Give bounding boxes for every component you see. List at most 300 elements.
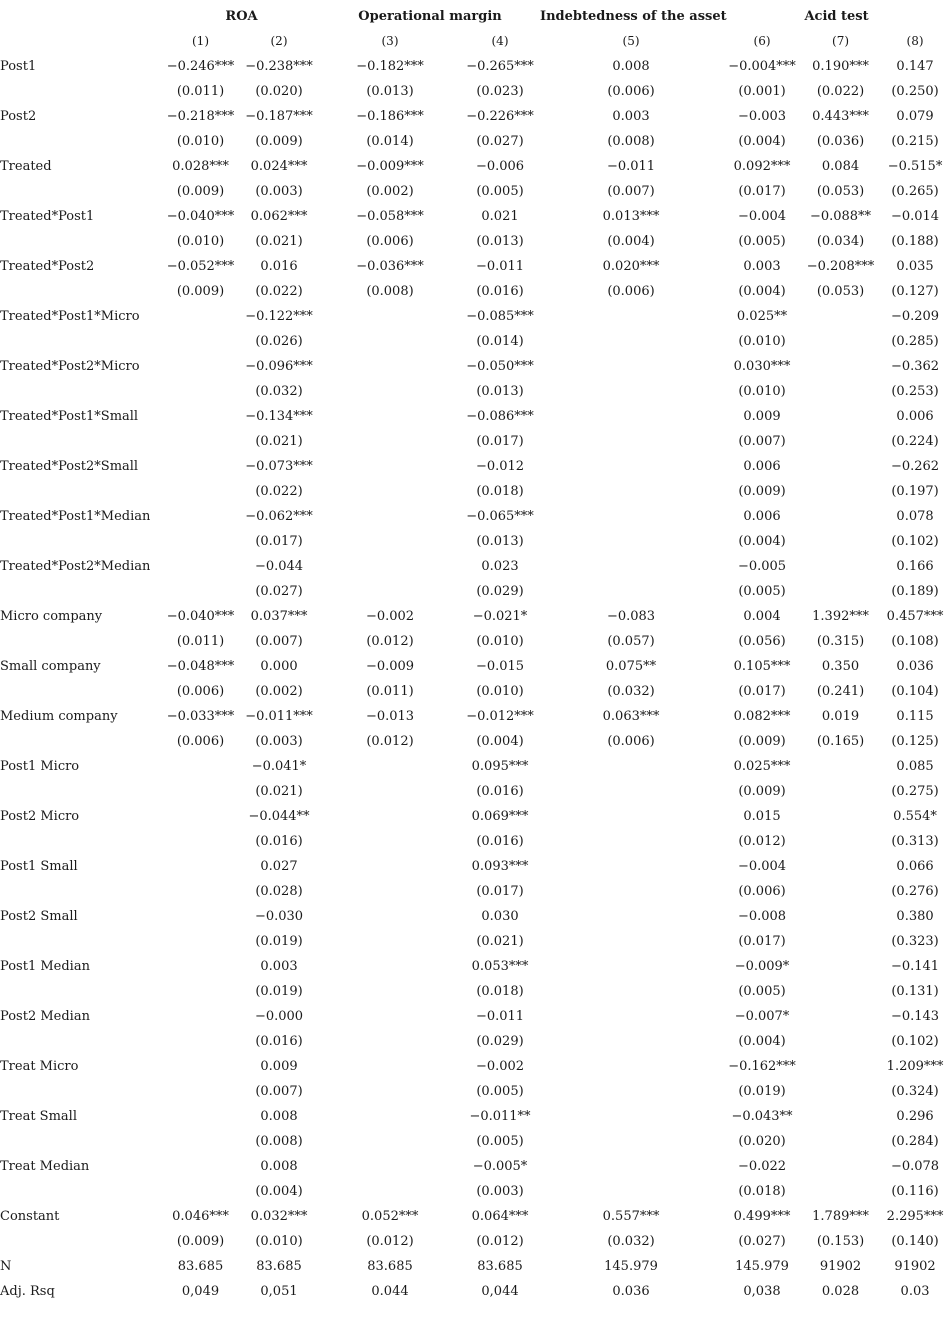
stub-cell bbox=[0, 479, 163, 504]
coefficient-row bbox=[0, 304, 951, 329]
standard-error-row bbox=[0, 129, 951, 154]
standard-error-cell bbox=[320, 879, 460, 904]
column-number: (6) bbox=[753, 34, 771, 48]
standard-error-cell: (0.010) bbox=[255, 1234, 303, 1249]
coefficient-cell: −0.013 bbox=[365, 709, 415, 724]
coefficient-cell bbox=[540, 804, 722, 829]
coefficient-cell bbox=[802, 1104, 879, 1129]
statistic-value: 0.036 bbox=[612, 1284, 650, 1299]
coefficient-cell bbox=[320, 504, 460, 529]
coefficient-cell: 0.006 bbox=[896, 409, 934, 424]
standard-error-cell: (0.004) bbox=[255, 1184, 303, 1199]
table-header bbox=[0, 4, 951, 29]
standard-error-cell bbox=[802, 779, 879, 804]
standard-error-cell: (0.036) bbox=[816, 134, 865, 149]
coefficient-cell bbox=[320, 754, 460, 779]
standard-error-cell: (0.010) bbox=[476, 684, 524, 699]
coefficient-row bbox=[0, 654, 951, 679]
standard-error-cell: (0.253) bbox=[891, 384, 939, 399]
standard-error-cell bbox=[320, 779, 460, 804]
coefficient-cell: 0.296 bbox=[896, 1109, 934, 1124]
coefficient-cell bbox=[802, 1054, 879, 1079]
coefficient-cell bbox=[320, 454, 460, 479]
standard-error-cell bbox=[320, 1129, 460, 1154]
standard-error-cell bbox=[163, 379, 238, 404]
standard-error-cell: (0.017) bbox=[738, 184, 786, 199]
coefficient-cell: −0.362 bbox=[890, 359, 940, 374]
standard-error-cell: (0.021) bbox=[255, 434, 303, 449]
standard-error-cell: (0.013) bbox=[476, 534, 524, 549]
standard-error-cell: (0.018) bbox=[476, 984, 524, 999]
coefficient-cell: 0.079 bbox=[896, 109, 934, 124]
coefficient-cell bbox=[163, 404, 238, 429]
coefficient-cell: 0.064*** bbox=[471, 1209, 529, 1224]
standard-error-cell: (0.313) bbox=[891, 834, 939, 849]
coefficient-row bbox=[0, 704, 951, 729]
coefficient-cell: −0.218*** bbox=[166, 109, 235, 124]
coefficient-cell bbox=[540, 354, 722, 379]
stub-cell bbox=[0, 1079, 163, 1104]
coefficient-row bbox=[0, 504, 951, 529]
standard-error-cell bbox=[540, 329, 722, 354]
standard-error-cell: (0.153) bbox=[816, 1234, 865, 1249]
coefficient-cell bbox=[163, 454, 238, 479]
row-label: Post1 bbox=[0, 59, 37, 74]
stub-cell bbox=[0, 929, 163, 954]
standard-error-cell: (0.005) bbox=[738, 234, 786, 249]
standard-error-row bbox=[0, 79, 951, 104]
standard-error-cell: (0.009) bbox=[255, 134, 303, 149]
standard-error-cell bbox=[540, 579, 722, 604]
coefficient-cell: 0.443*** bbox=[812, 109, 869, 124]
standard-error-cell bbox=[802, 329, 879, 354]
column-number: (7) bbox=[832, 34, 850, 48]
standard-error-cell: (0.004) bbox=[738, 534, 786, 549]
standard-error-cell: (0.029) bbox=[476, 1034, 524, 1049]
stub-cell bbox=[0, 329, 163, 354]
standard-error-cell: (0.127) bbox=[891, 284, 939, 299]
standard-error-cell: (0.006) bbox=[366, 234, 414, 249]
standard-error-cell: (0.057) bbox=[607, 634, 655, 649]
standard-error-cell bbox=[163, 579, 238, 604]
coefficient-cell: 2.295*** bbox=[886, 1209, 944, 1224]
standard-error-cell bbox=[163, 979, 238, 1004]
stub-cell bbox=[0, 29, 163, 54]
standard-error-cell: (0.016) bbox=[476, 834, 524, 849]
coefficient-cell bbox=[802, 954, 879, 979]
row-label: Constant bbox=[0, 1209, 60, 1224]
standard-error-cell: (0.250) bbox=[891, 84, 939, 99]
stub-cell bbox=[0, 679, 163, 704]
coefficient-row bbox=[0, 354, 951, 379]
coefficient-cell: −0.005 bbox=[737, 559, 787, 574]
coefficient-cell bbox=[163, 1004, 238, 1029]
standard-error-row bbox=[0, 529, 951, 554]
standard-error-cell: (0.028) bbox=[255, 884, 303, 899]
standard-error-cell: (0.003) bbox=[476, 1184, 524, 1199]
standard-error-cell bbox=[320, 1079, 460, 1104]
standard-error-cell bbox=[163, 929, 238, 954]
statistic-value: 83.685 bbox=[177, 1259, 224, 1274]
coefficient-row bbox=[0, 954, 951, 979]
coefficient-cell: −0.208*** bbox=[806, 259, 875, 274]
standard-error-cell: (0.013) bbox=[476, 384, 524, 399]
standard-error-row bbox=[0, 379, 951, 404]
standard-error-cell: (0.004) bbox=[738, 134, 786, 149]
standard-error-cell bbox=[802, 979, 879, 1004]
stub-cell bbox=[0, 879, 163, 904]
coefficient-row bbox=[0, 804, 951, 829]
column-number: (3) bbox=[381, 34, 399, 48]
column-number: (1) bbox=[192, 34, 209, 48]
coefficient-cell: −0.515* bbox=[887, 159, 943, 174]
standard-error-cell: (0.021) bbox=[476, 934, 524, 949]
coefficient-cell: −0.209 bbox=[890, 309, 940, 324]
coefficient-cell bbox=[320, 954, 460, 979]
coefficient-cell bbox=[802, 404, 879, 429]
column-number: (8) bbox=[906, 34, 924, 48]
coefficient-row bbox=[0, 554, 951, 579]
regression-table bbox=[0, 4, 951, 1304]
standard-error-row bbox=[0, 329, 951, 354]
coefficient-row bbox=[0, 454, 951, 479]
coefficient-cell: −0.006 bbox=[475, 159, 525, 174]
coefficient-cell bbox=[163, 754, 238, 779]
column-number-row bbox=[0, 29, 951, 54]
statistic-value: 145.979 bbox=[735, 1259, 789, 1274]
coefficient-cell: −0.086*** bbox=[466, 409, 534, 424]
row-label: Small company bbox=[0, 659, 101, 674]
stub-cell bbox=[0, 129, 163, 154]
coefficient-cell: −0.036*** bbox=[356, 259, 424, 274]
coefficient-cell: −0.078 bbox=[890, 1159, 940, 1174]
stub-header bbox=[0, 4, 163, 29]
coefficient-cell: 0.021 bbox=[481, 209, 519, 224]
coefficient-cell: 0.190*** bbox=[812, 59, 869, 74]
standard-error-cell: (0.131) bbox=[891, 984, 939, 999]
coefficient-cell: −0.030 bbox=[254, 909, 304, 924]
standard-error-cell bbox=[320, 479, 460, 504]
column-number: (2) bbox=[270, 34, 288, 48]
standard-error-cell bbox=[320, 1179, 460, 1204]
standard-error-cell: (0.017) bbox=[476, 434, 524, 449]
standard-error-cell: (0.009) bbox=[176, 1234, 225, 1249]
standard-error-cell: (0.027) bbox=[255, 584, 303, 599]
row-label: Treated*Post2*Small bbox=[0, 459, 139, 474]
coefficient-cell: −0.002 bbox=[475, 1059, 525, 1074]
row-label: Post2 bbox=[0, 109, 37, 124]
statistic-value: 145.979 bbox=[604, 1259, 658, 1274]
coefficient-cell: 0.003 bbox=[260, 959, 298, 974]
statistic-value: 83.685 bbox=[477, 1259, 523, 1274]
coefficient-cell: −0.052*** bbox=[166, 259, 235, 274]
column-number: (4) bbox=[491, 34, 509, 48]
standard-error-cell bbox=[540, 879, 722, 904]
coefficient-row bbox=[0, 904, 951, 929]
standard-error-cell: (0.022) bbox=[255, 284, 303, 299]
stub-cell bbox=[0, 1129, 163, 1154]
standard-error-cell: (0.007) bbox=[738, 434, 786, 449]
standard-error-cell: (0.265) bbox=[891, 184, 939, 199]
coefficient-cell: 0.015 bbox=[743, 809, 781, 824]
standard-error-cell: (0.011) bbox=[176, 84, 225, 99]
coefficient-cell bbox=[540, 754, 722, 779]
coefficient-cell: 0.093*** bbox=[471, 859, 529, 874]
standard-error-cell: (0.006) bbox=[738, 884, 786, 899]
coefficient-row bbox=[0, 404, 951, 429]
standard-error-cell bbox=[163, 479, 238, 504]
row-label: Post1 Median bbox=[0, 959, 90, 974]
coefficient-row bbox=[0, 1054, 951, 1079]
standard-error-cell: (0.002) bbox=[366, 184, 414, 199]
standard-error-row bbox=[0, 679, 951, 704]
coefficient-cell: 0.084 bbox=[821, 159, 860, 174]
coefficient-cell: 0.013*** bbox=[602, 209, 660, 224]
coefficient-cell: 0.035 bbox=[896, 259, 934, 274]
standard-error-cell: (0.021) bbox=[255, 234, 303, 249]
coefficient-cell: −0.011 bbox=[475, 1009, 525, 1024]
standard-error-cell: (0.011) bbox=[176, 634, 225, 649]
coefficient-row bbox=[0, 154, 951, 179]
stub-cell bbox=[0, 79, 163, 104]
standard-error-cell: (0.012) bbox=[366, 734, 414, 749]
coefficient-cell: 0.024*** bbox=[250, 159, 308, 174]
standard-error-cell: (0.276) bbox=[891, 884, 939, 899]
statistic-value: 0,038 bbox=[743, 1284, 781, 1299]
coefficient-cell: 1.789*** bbox=[812, 1209, 869, 1224]
coefficient-cell bbox=[163, 1104, 238, 1129]
coefficient-cell: 0.009 bbox=[260, 1059, 298, 1074]
coefficient-cell: 1.392*** bbox=[812, 609, 869, 624]
coefficient-cell: −0.265*** bbox=[466, 59, 534, 74]
coefficient-cell: 0.147 bbox=[896, 59, 934, 74]
statistic-label: N bbox=[0, 1259, 12, 1274]
standard-error-row bbox=[0, 879, 951, 904]
statistic-label: Adj. Rsq bbox=[0, 1284, 55, 1299]
standard-error-cell: (0.215) bbox=[891, 134, 939, 149]
coefficient-cell bbox=[163, 1154, 238, 1179]
standard-error-cell: (0.005) bbox=[738, 984, 786, 999]
row-label: Treated bbox=[0, 159, 52, 174]
row-label: Post1 Micro bbox=[0, 759, 80, 774]
standard-error-cell bbox=[320, 929, 460, 954]
coefficient-cell: −0.004 bbox=[737, 209, 787, 224]
coefficient-cell: 0.008 bbox=[260, 1109, 298, 1124]
coefficient-cell: −0.011 bbox=[475, 259, 525, 274]
standard-error-row bbox=[0, 829, 951, 854]
standard-error-cell: (0.104) bbox=[891, 684, 939, 699]
statistic-row bbox=[0, 1254, 951, 1279]
coefficient-cell bbox=[163, 304, 238, 329]
standard-error-cell: (0.012) bbox=[366, 1234, 414, 1249]
coefficient-cell: 0.078 bbox=[896, 509, 934, 524]
standard-error-cell: (0.029) bbox=[476, 584, 524, 599]
standard-error-cell: (0.056) bbox=[738, 634, 786, 649]
coefficient-cell: −0.062*** bbox=[245, 509, 313, 524]
coefficient-cell: 0.019 bbox=[821, 709, 860, 724]
standard-error-cell bbox=[802, 429, 879, 454]
standard-error-cell bbox=[540, 1129, 722, 1154]
standard-error-cell: (0.012) bbox=[366, 634, 414, 649]
standard-error-cell: (0.014) bbox=[366, 134, 414, 149]
row-label: Treated*Post1*Micro bbox=[0, 309, 140, 324]
coefficient-row bbox=[0, 754, 951, 779]
coefficient-cell: −0.021* bbox=[472, 609, 528, 624]
standard-error-cell bbox=[320, 829, 460, 854]
standard-error-cell: (0.007) bbox=[607, 184, 655, 199]
statistic-value: 83.685 bbox=[256, 1259, 302, 1274]
coefficient-cell: −0.083 bbox=[606, 609, 656, 624]
standard-error-cell: (0.003) bbox=[255, 734, 303, 749]
coefficient-row bbox=[0, 254, 951, 279]
coefficient-cell: −0.005* bbox=[472, 1159, 528, 1174]
coefficient-cell: −0.041* bbox=[251, 759, 307, 774]
standard-error-cell: (0.022) bbox=[255, 484, 303, 499]
row-label: Post2 Small bbox=[0, 909, 78, 924]
standard-error-cell bbox=[163, 829, 238, 854]
standard-error-cell bbox=[802, 1129, 879, 1154]
coefficient-cell bbox=[540, 1104, 722, 1129]
coefficient-cell: −0.011** bbox=[469, 1109, 531, 1124]
standard-error-cell: (0.009) bbox=[738, 734, 786, 749]
coefficient-cell: −0.226*** bbox=[466, 109, 534, 124]
coefficient-cell: −0.085*** bbox=[466, 309, 534, 324]
standard-error-cell: (0.006) bbox=[176, 684, 225, 699]
coefficient-cell: −0.044** bbox=[248, 809, 310, 824]
standard-error-cell bbox=[540, 379, 722, 404]
coefficient-cell: 0.037*** bbox=[250, 609, 308, 624]
statistic-value: 0.044 bbox=[371, 1284, 409, 1299]
row-label: Treat Median bbox=[0, 1159, 90, 1174]
coefficient-cell bbox=[320, 1154, 460, 1179]
standard-error-cell: (0.013) bbox=[366, 84, 414, 99]
coefficient-row bbox=[0, 1004, 951, 1029]
coefficient-cell: −0.088** bbox=[809, 209, 872, 224]
standard-error-cell: (0.285) bbox=[891, 334, 939, 349]
stub-cell bbox=[0, 729, 163, 754]
standard-error-cell: (0.004) bbox=[476, 734, 524, 749]
coefficient-cell: −0.007* bbox=[734, 1009, 790, 1024]
coefficient-cell: −0.141 bbox=[890, 959, 940, 974]
standard-error-cell: (0.007) bbox=[255, 1084, 303, 1099]
standard-error-cell: (0.315) bbox=[816, 634, 865, 649]
coefficient-cell: −0.040*** bbox=[166, 209, 235, 224]
coefficient-cell bbox=[802, 804, 879, 829]
row-label: Treated*Post1 bbox=[0, 209, 95, 224]
statistic-row bbox=[0, 1279, 951, 1304]
standard-error-cell bbox=[802, 829, 879, 854]
coefficient-cell: 0.053*** bbox=[471, 959, 529, 974]
standard-error-cell bbox=[320, 429, 460, 454]
standard-error-cell: (0.017) bbox=[255, 534, 303, 549]
standard-error-cell bbox=[802, 379, 879, 404]
table-body bbox=[0, 29, 951, 1304]
standard-error-cell bbox=[540, 479, 722, 504]
coefficient-cell: −0.238*** bbox=[245, 59, 313, 74]
standard-error-cell bbox=[540, 529, 722, 554]
group-header-acid-test: Acid test bbox=[804, 9, 869, 24]
coefficient-cell: 0.082*** bbox=[733, 709, 791, 724]
coefficient-cell bbox=[802, 304, 879, 329]
standard-error-cell bbox=[540, 929, 722, 954]
row-label: Treated*Post2*Median bbox=[0, 559, 151, 574]
coefficient-cell: 0.557*** bbox=[602, 1209, 660, 1224]
standard-error-cell: (0.018) bbox=[738, 1184, 786, 1199]
coefficient-cell bbox=[163, 804, 238, 829]
coefficient-cell: 0.003 bbox=[743, 259, 781, 274]
statistic-value: 91902 bbox=[819, 1259, 862, 1274]
coefficient-row bbox=[0, 1154, 951, 1179]
standard-error-row bbox=[0, 1229, 951, 1254]
standard-error-cell: (0.008) bbox=[255, 1134, 303, 1149]
coefficient-cell bbox=[540, 904, 722, 929]
coefficient-cell bbox=[802, 854, 879, 879]
standard-error-cell bbox=[802, 529, 879, 554]
standard-error-cell: (0.023) bbox=[476, 84, 524, 99]
coefficient-cell: −0.009* bbox=[734, 959, 790, 974]
standard-error-cell: (0.016) bbox=[255, 1034, 303, 1049]
coefficient-cell: 0.380 bbox=[896, 909, 934, 924]
standard-error-cell bbox=[540, 429, 722, 454]
row-label: Post1 Small bbox=[0, 859, 78, 874]
standard-error-cell: (0.323) bbox=[891, 934, 939, 949]
group-header-row bbox=[0, 4, 951, 29]
standard-error-cell: (0.053) bbox=[816, 184, 865, 199]
coefficient-cell bbox=[320, 554, 460, 579]
standard-error-cell: (0.019) bbox=[738, 1084, 786, 1099]
coefficient-cell: −0.012*** bbox=[466, 709, 534, 724]
coefficient-cell: 0.004 bbox=[743, 609, 781, 624]
standard-error-cell: (0.007) bbox=[255, 634, 303, 649]
standard-error-cell bbox=[540, 1029, 722, 1054]
coefficient-row bbox=[0, 1104, 951, 1129]
coefficient-cell bbox=[540, 304, 722, 329]
coefficient-cell: 0.052*** bbox=[361, 1209, 419, 1224]
stub-cell bbox=[0, 1179, 163, 1204]
coefficient-cell: 0.066 bbox=[896, 859, 934, 874]
coefficient-cell: −0.246*** bbox=[166, 59, 235, 74]
standard-error-cell: (0.016) bbox=[476, 784, 524, 799]
coefficient-cell bbox=[163, 354, 238, 379]
standard-error-row bbox=[0, 979, 951, 1004]
standard-error-cell: (0.012) bbox=[476, 1234, 524, 1249]
standard-error-cell bbox=[802, 1179, 879, 1204]
standard-error-cell: (0.016) bbox=[476, 284, 524, 299]
standard-error-cell bbox=[802, 579, 879, 604]
coefficient-cell: −0.004*** bbox=[728, 59, 796, 74]
standard-error-cell: (0.004) bbox=[607, 234, 655, 249]
standard-error-cell: (0.014) bbox=[476, 334, 524, 349]
coefficient-cell: −0.182*** bbox=[356, 59, 424, 74]
standard-error-cell: (0.034) bbox=[816, 234, 865, 249]
coefficient-cell: 0.095*** bbox=[471, 759, 529, 774]
coefficient-cell bbox=[163, 504, 238, 529]
standard-error-cell: (0.006) bbox=[176, 734, 225, 749]
statistic-value: 0,049 bbox=[181, 1284, 220, 1299]
standard-error-cell bbox=[320, 1029, 460, 1054]
coefficient-cell bbox=[163, 904, 238, 929]
standard-error-cell bbox=[802, 929, 879, 954]
coefficient-cell: −0.040*** bbox=[166, 609, 235, 624]
coefficient-cell bbox=[320, 804, 460, 829]
coefficient-cell: −0.004 bbox=[737, 859, 787, 874]
coefficient-cell: 1.209*** bbox=[886, 1059, 944, 1074]
row-label: Post2 Micro bbox=[0, 809, 80, 824]
standard-error-cell bbox=[163, 329, 238, 354]
row-label: Treated*Post2 bbox=[0, 259, 95, 274]
standard-error-cell bbox=[320, 329, 460, 354]
coefficient-cell bbox=[320, 1104, 460, 1129]
